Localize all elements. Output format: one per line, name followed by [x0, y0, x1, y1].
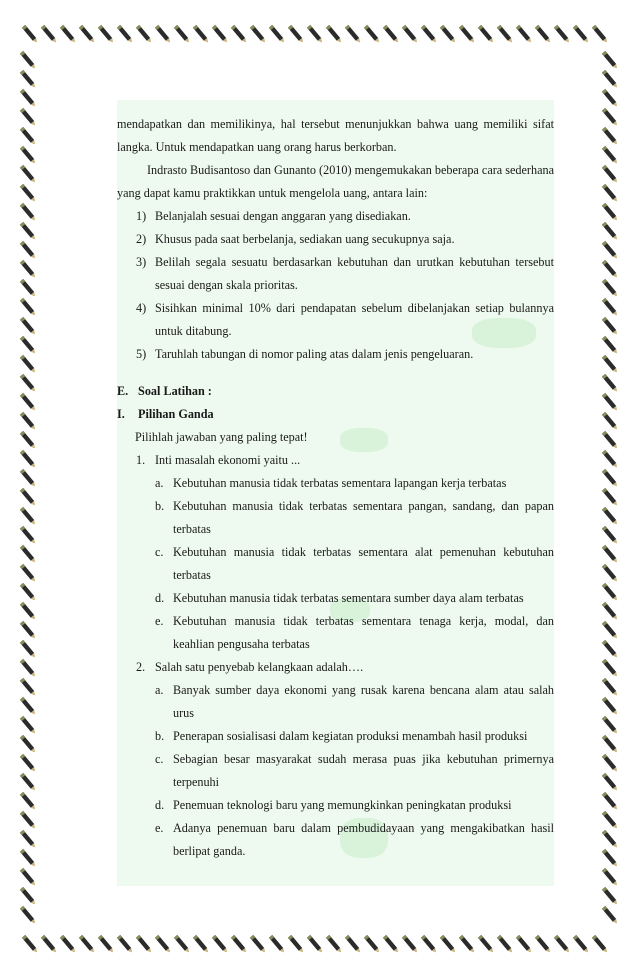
- pencil-mark: [20, 51, 37, 70]
- pencil-mark: [20, 108, 37, 127]
- answer-option: b. Penerapan sosialisasi dalam kegiatan produksi menambah hasil produksi: [155, 729, 528, 743]
- pencil-mark: [20, 374, 37, 393]
- pencil-mark: [20, 469, 37, 488]
- pencil-mark: [136, 935, 153, 954]
- pencil-mark: [20, 336, 37, 355]
- pencil-mark: [326, 25, 343, 44]
- pencil-mark: [22, 25, 39, 44]
- pencil-mark: [20, 355, 37, 374]
- question-stem: 1. Inti masalah ekonomi yaitu ...: [136, 453, 301, 467]
- pencil-mark: [117, 935, 134, 954]
- answer-option: c. Sebagian besar masyarakat sudah merasa puas jika kebutuhan primernya terpenuhi: [155, 752, 554, 789]
- pencil-mark: [22, 935, 39, 954]
- pencil-mark: [602, 355, 619, 374]
- pencil-mark: [421, 25, 438, 44]
- pencil-mark: [20, 298, 37, 317]
- pencil-mark: [602, 260, 619, 279]
- question: [117, 449, 554, 656]
- pencil-mark: [602, 659, 619, 678]
- pencil-mark: [136, 25, 153, 44]
- pencil-mark: [602, 602, 619, 621]
- pencil-mark: [554, 25, 571, 44]
- pencil-mark: [231, 935, 248, 954]
- pencil-mark: [20, 450, 37, 469]
- pencil-mark: [602, 640, 619, 659]
- answer-option: e. Kebutuhan manusia tidak terbatas sementara tenaga kerja, modal, dan keahlian pengusaha terbatas: [155, 614, 554, 651]
- pencil-mark: [535, 935, 552, 954]
- pencil-mark: [602, 488, 619, 507]
- pencil-mark: [516, 935, 533, 954]
- pencil-mark: [440, 25, 457, 44]
- answer-option: d. Penemuan teknologi baru yang memungkinkan peningkatan produksi: [155, 798, 512, 812]
- pencil-mark: [535, 25, 552, 44]
- question: [117, 656, 554, 863]
- item-text: Belilah segala sesuatu berdasarkan kebutuhan dan urutkan kebutuhan tersebut sesuai dengan skala prioritas.: [155, 255, 554, 292]
- pencil-mark: [20, 564, 37, 583]
- list-item: [117, 251, 554, 297]
- instruction-text: Pilihlah jawaban yang paling tepat!: [135, 430, 308, 444]
- item-text: Taruhlah tabungan di nomor paling atas dalam jenis pengeluaran.: [155, 347, 474, 361]
- pencil-mark: [20, 716, 37, 735]
- answer-option: b. Kebutuhan manusia tidak terbatas sementara pangan, sandang, dan papan terbatas: [155, 499, 554, 536]
- answer-option: a. Kebutuhan manusia tidak terbatas sementara lapangan kerja terbatas: [155, 476, 507, 490]
- pencil-mark: [307, 25, 324, 44]
- pencil-mark: [20, 184, 37, 203]
- pencil-mark: [307, 935, 324, 954]
- pencil-mark: [269, 935, 286, 954]
- pencil-mark: [459, 25, 476, 44]
- pencil-mark: [20, 792, 37, 811]
- pencil-mark: [421, 935, 438, 954]
- pencil-mark: [602, 450, 619, 469]
- pencil-mark: [250, 935, 267, 954]
- item-number: 3): [136, 255, 147, 269]
- pencil-mark: [602, 298, 619, 317]
- item-number: 2): [136, 232, 147, 246]
- pencil-mark: [20, 89, 37, 108]
- document-page: [117, 113, 554, 863]
- pencil-mark: [602, 697, 619, 716]
- pencil-mark: [602, 678, 619, 697]
- pencil-mark: [573, 935, 590, 954]
- pencil-mark: [20, 222, 37, 241]
- pencil-mark: [402, 25, 419, 44]
- pencil-mark: [288, 935, 305, 954]
- question-stem: 2. Salah satu penyebab kelangkaan adalah….: [136, 660, 364, 674]
- list-item: [117, 205, 554, 228]
- item-number: 4): [136, 301, 147, 315]
- pencil-mark: [497, 25, 514, 44]
- pencil-mark: [602, 773, 619, 792]
- pencil-mark: [212, 25, 229, 44]
- pencil-mark: [117, 25, 134, 44]
- pencil-mark: [20, 887, 37, 906]
- pencil-mark: [20, 488, 37, 507]
- item-number: 1): [136, 209, 147, 223]
- pencil-mark: [478, 25, 495, 44]
- pencil-mark: [602, 184, 619, 203]
- pencil-mark: [60, 935, 77, 954]
- pencil-mark: [20, 811, 37, 830]
- pencil-mark: [174, 935, 191, 954]
- pencil-mark: [602, 507, 619, 526]
- pencil-mark: [20, 279, 37, 298]
- pencil-mark: [459, 935, 476, 954]
- pencil-mark: [20, 640, 37, 659]
- pencil-mark: [345, 935, 362, 954]
- answer-option: a. Banyak sumber daya ekonomi yang rusak karena bencana alam atau salah urus: [155, 683, 554, 720]
- pencil-mark: [20, 906, 37, 925]
- paragraph: Indrasto Budisantoso dan Gunanto (2010) mengemukakan beberapa cara sederhana yang dapat kamu praktikkan untuk mengelola uang, antara lain:: [117, 163, 554, 200]
- pencil-mark: [602, 906, 619, 925]
- pencil-mark: [602, 336, 619, 355]
- pencil-mark: [602, 108, 619, 127]
- pencil-mark: [20, 241, 37, 260]
- pencil-mark: [602, 317, 619, 336]
- pencil-mark: [79, 25, 96, 44]
- pencil-mark: [602, 146, 619, 165]
- pencil-mark: [269, 25, 286, 44]
- pencil-mark: [602, 526, 619, 545]
- pencil-mark: [250, 25, 267, 44]
- pencil-mark: [20, 165, 37, 184]
- pencil-mark: [20, 393, 37, 412]
- money-tips-list: [117, 205, 554, 366]
- pencil-mark: [602, 811, 619, 830]
- pencil-mark: [20, 849, 37, 868]
- pencil-mark: [20, 621, 37, 640]
- answer-option: d. Kebutuhan manusia tidak terbatas sementara sumber daya alam terbatas: [155, 591, 524, 605]
- pencil-mark: [602, 222, 619, 241]
- pencil-mark: [155, 935, 172, 954]
- item-text: Sisihkan minimal 10% dari pendapatan sebelum dibelanjakan setiap bulannya untuk ditabung.: [155, 301, 554, 338]
- pencil-mark: [364, 935, 381, 954]
- pencil-mark: [212, 935, 229, 954]
- pencil-mark: [364, 25, 381, 44]
- pencil-mark: [602, 735, 619, 754]
- pencil-mark: [20, 127, 37, 146]
- pencil-mark: [20, 735, 37, 754]
- pencil-mark: [602, 792, 619, 811]
- pencil-mark: [516, 25, 533, 44]
- pencil-mark: [602, 127, 619, 146]
- pencil-mark: [602, 849, 619, 868]
- pencil-mark: [554, 935, 571, 954]
- pencil-mark: [20, 545, 37, 564]
- pencil-mark: [602, 545, 619, 564]
- pencil-mark: [602, 241, 619, 260]
- pencil-mark: [60, 25, 77, 44]
- pencil-mark: [193, 935, 210, 954]
- pencil-mark: [497, 935, 514, 954]
- item-number: 5): [136, 347, 147, 361]
- pencil-mark: [20, 146, 37, 165]
- pencil-mark: [602, 621, 619, 640]
- pencil-mark: [20, 260, 37, 279]
- list-item: [117, 297, 554, 343]
- pencil-mark: [602, 583, 619, 602]
- list-item: [117, 343, 554, 366]
- pencil-mark: [602, 279, 619, 298]
- subsection-heading: I. Pilihan Ganda: [117, 407, 214, 421]
- pencil-mark: [573, 25, 590, 44]
- pencil-mark: [174, 25, 191, 44]
- list-item: [117, 228, 554, 251]
- pencil-mark: [440, 935, 457, 954]
- pencil-mark: [98, 25, 115, 44]
- pencil-mark: [20, 412, 37, 431]
- pencil-mark: [602, 564, 619, 583]
- pencil-mark: [20, 754, 37, 773]
- pencil-mark: [20, 697, 37, 716]
- pencil-mark: [602, 412, 619, 431]
- pencil-mark: [602, 868, 619, 887]
- pencil-mark: [20, 830, 37, 849]
- pencil-mark: [402, 935, 419, 954]
- pencil-mark: [288, 25, 305, 44]
- pencil-mark: [20, 507, 37, 526]
- pencil-mark: [383, 25, 400, 44]
- pencil-mark: [478, 935, 495, 954]
- pencil-mark: [20, 602, 37, 621]
- answer-option: c. Kebutuhan manusia tidak terbatas sementara alat pemenuhan kebutuhan terbatas: [155, 545, 554, 582]
- pencil-mark: [602, 830, 619, 849]
- pencil-mark: [20, 678, 37, 697]
- pencil-mark: [79, 935, 96, 954]
- item-text: Khusus pada saat berbelanja, sediakan uang secukupnya saja.: [155, 232, 455, 246]
- pencil-mark: [602, 887, 619, 906]
- pencil-mark: [592, 935, 609, 954]
- pencil-mark: [20, 868, 37, 887]
- pencil-mark: [98, 935, 115, 954]
- pencil-mark: [20, 317, 37, 336]
- pencil-mark: [602, 203, 619, 222]
- pencil-mark: [20, 773, 37, 792]
- pencil-mark: [20, 526, 37, 545]
- pencil-mark: [231, 25, 248, 44]
- pencil-mark: [592, 25, 609, 44]
- item-text: Belanjalah sesuai dengan anggaran yang disediakan.: [155, 209, 411, 223]
- pencil-mark: [602, 431, 619, 450]
- pencil-mark: [41, 935, 58, 954]
- pencil-mark: [155, 25, 172, 44]
- pencil-mark: [383, 935, 400, 954]
- pencil-mark: [20, 431, 37, 450]
- answer-option: e. Adanya penemuan baru dalam pembudidayaan yang mengakibatkan hasil berlipat ganda.: [155, 821, 554, 858]
- pencil-mark: [602, 70, 619, 89]
- pencil-mark: [602, 374, 619, 393]
- pencil-mark: [602, 469, 619, 488]
- pencil-mark: [602, 165, 619, 184]
- pencil-mark: [20, 659, 37, 678]
- pencil-mark: [193, 25, 210, 44]
- section-heading: E. Soal Latihan :: [117, 384, 212, 398]
- pencil-mark: [20, 583, 37, 602]
- pencil-mark: [20, 70, 37, 89]
- pencil-mark: [602, 393, 619, 412]
- pencil-mark: [602, 754, 619, 773]
- pencil-mark: [602, 51, 619, 70]
- pencil-mark: [602, 716, 619, 735]
- pencil-mark: [41, 25, 58, 44]
- pencil-mark: [602, 89, 619, 108]
- paragraph: mendapatkan dan memilikinya, hal tersebut menunjukkan bahwa uang memiliki sifat langka. Untuk mendapatkan uang orang harus berkorban.: [117, 117, 554, 154]
- pencil-mark: [326, 935, 343, 954]
- pencil-mark: [20, 203, 37, 222]
- pencil-mark: [345, 25, 362, 44]
